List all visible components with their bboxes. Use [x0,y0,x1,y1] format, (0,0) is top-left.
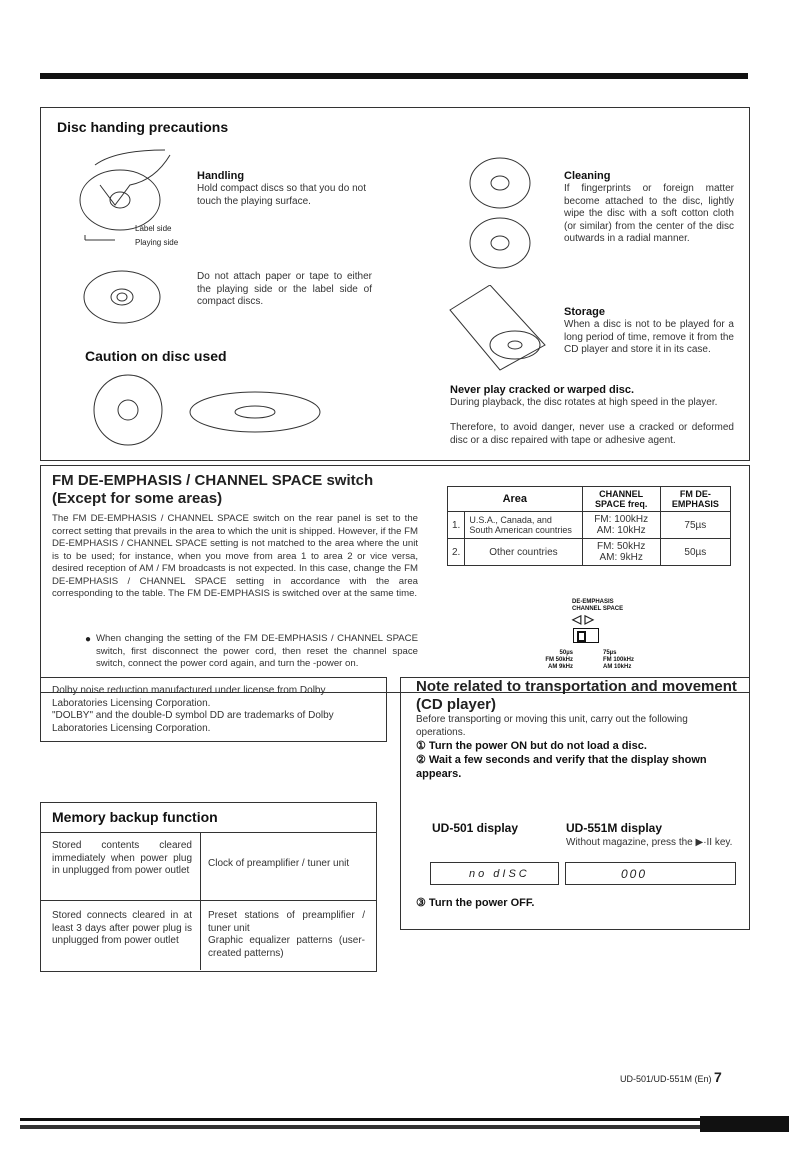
step-2: ② Wait a few seconds and verify that the display shown appears. [416,754,707,780]
label-side-label: Label side [135,224,172,233]
section-title: Disc handing precautions [57,119,229,135]
table-row [448,512,731,539]
switch-labels [572,599,623,613]
area-cell: U.S.A., Canada, and South American countries [465,512,582,539]
bottom-rule [20,1125,789,1129]
switch-arrows-icon: ◁ ▷ [572,612,594,626]
paper-note: Do not attach paper or tape to either the playing side or the label side of compact discs. [197,271,372,307]
channel-space-switch[interactable] [573,628,599,643]
display-text: no dISC [469,868,530,880]
memory-cell: Preset stations of preamplifier / tuner unit Graphic equalizer patterns (user-created patterns) [208,910,365,959]
top-rule [40,73,748,79]
playing-side-label: Playing side [135,238,179,247]
fm-body: The FM DE-EMPHASIS / CHANNEL SPACE switch on the rear panel is set to the correct setting that prevails in the area to which the unit is shipped. However, if the FM DE-EMPHASIS / CHANNEL SPACE setting is not matched to the area where the unit is to be used; for instance, when you move from area 1 to area 2 or vice versa, desired reception of AM / FM broadcasts is not expected. In this case, change the FM DE-EMPHASIS / CHANNEL SPACE setting in accordance with the area corresponding to the table. The FM DE-EMPHASIS is switched over at the same time. [52,513,418,599]
disc-tape-illustration [80,265,170,330]
table-row [448,539,731,566]
storage-case-illustration [445,285,555,375]
value: 50µs [559,650,573,656]
never-play-text-1: During playback, the disc rotates at high speed in the player. [450,397,718,408]
ud501-display [430,862,559,885]
switch-right-values [603,650,634,671]
fm-title: FM DE-EMPHASIS / CHANNEL SPACE switch [52,472,374,489]
ud551m-display [565,862,736,885]
emphasis-cell: 50µs [660,539,730,566]
row-number: 2. [448,539,465,566]
am-freq: AM: 10kHz [596,525,646,536]
dolby-text-2: "DOLBY" and the double-D symbol DD are trademarks of Dolby Laboratories Licensing Corporation. [52,710,334,734]
page-number: 7 [714,1069,722,1085]
never-play-title: Never play cracked or warped disc. [450,384,635,396]
fm-freq: FM: 100kHz [594,514,649,525]
warped-disc-illustration [90,370,330,450]
step-1: ① Turn the power ON but do not load a disc. [416,740,647,752]
transport-intro: Before transporting or moving this unit, carry out the following operations. [416,714,688,738]
model-label: UD-501/UD-551M (En) [620,1074,712,1084]
fm-bullet-text: When changing the setting of the FM DE-EMPHASIS / CHANNEL SPACE switch, first disconnect the power cord, then reset the channel space switch, connect the power cord again, and turn the -power on. [96,633,418,669]
bullet-icon: ● [85,634,92,645]
fm-freq: FM: 50kHz [596,541,646,552]
area-cell: Other countries [465,539,582,566]
value: FM 50kHz [545,657,573,663]
area-table [447,486,731,566]
handling-title: Handling [197,170,245,182]
header-area: Area [448,487,583,512]
memory-title: Memory backup function [52,809,218,825]
memory-cell: Stored connects cleared in at least 3 days after power plug is unplugged from power outlet [52,910,192,946]
divider [40,900,376,901]
divider [40,832,376,833]
value: AM 10kHz [603,664,632,670]
transport-title: Note related to transportation and movement (CD player) [416,678,737,713]
never-play-text-2: Therefore, to avoid danger, never use a cracked or deformed disc or a disc repaired with tape or adhesive agent. [450,422,734,446]
memory-cell: Clock of preamplifier / tuner unit [208,858,350,869]
page-footer [620,1069,722,1085]
cleaning-title: Cleaning [564,170,611,182]
emphasis-cell: 75µs [660,512,730,539]
cleaning-text: If fingerprints or foreign matter become attached to the disc, lightly wipe the disc with a soft cotton cloth (or similar) from the center of the disc outwards in a radial manner. [564,183,734,244]
value: FM 100kHz [603,657,635,663]
row-number: 1. [448,512,465,539]
value: 75µs [603,650,617,656]
am-freq: AM: 9kHz [599,552,643,563]
dolby-text-1: Dolby noise reduction manufactured under license from Dolby Laboratories Licensing Corporation. [52,685,326,709]
storage-text: When a disc is not to be played for a long period of time, remove it from the CD player and store it in its case. [564,319,734,355]
ud551m-note: Without magazine, press the ▶·II key. [566,837,733,848]
switch-left-values [538,650,573,671]
header-de-emphasis: FM DE-EMPHASIS [660,487,730,512]
ud501-label: UD-501 display [432,821,519,835]
de-emphasis-label: DE-EMPHASIS [572,599,614,605]
caution-title: Caution on disc used [85,348,227,364]
divider [200,832,201,970]
display-text: 000 [621,867,648,881]
ud551m-label: UD-551M display [566,821,663,835]
storage-title: Storage [564,306,605,318]
memory-cell: Stored contents cleared immediately when power plug in unplugged from power outlet [52,840,192,876]
header-channel-space: CHANNEL SPACE freq. [582,487,660,512]
value: AM 9kHz [547,664,573,670]
cleaning-illustration [465,155,540,275]
fm-subtitle: (Except for some areas) [52,490,223,507]
step-3: ③ Turn the power OFF. [416,897,535,909]
bottom-rule [20,1118,789,1121]
handling-text: Hold compact discs so that you do not touch the playing surface. [197,183,366,207]
corner-mark [700,1116,789,1132]
channel-space-label: CHANNEL SPACE [572,606,624,612]
